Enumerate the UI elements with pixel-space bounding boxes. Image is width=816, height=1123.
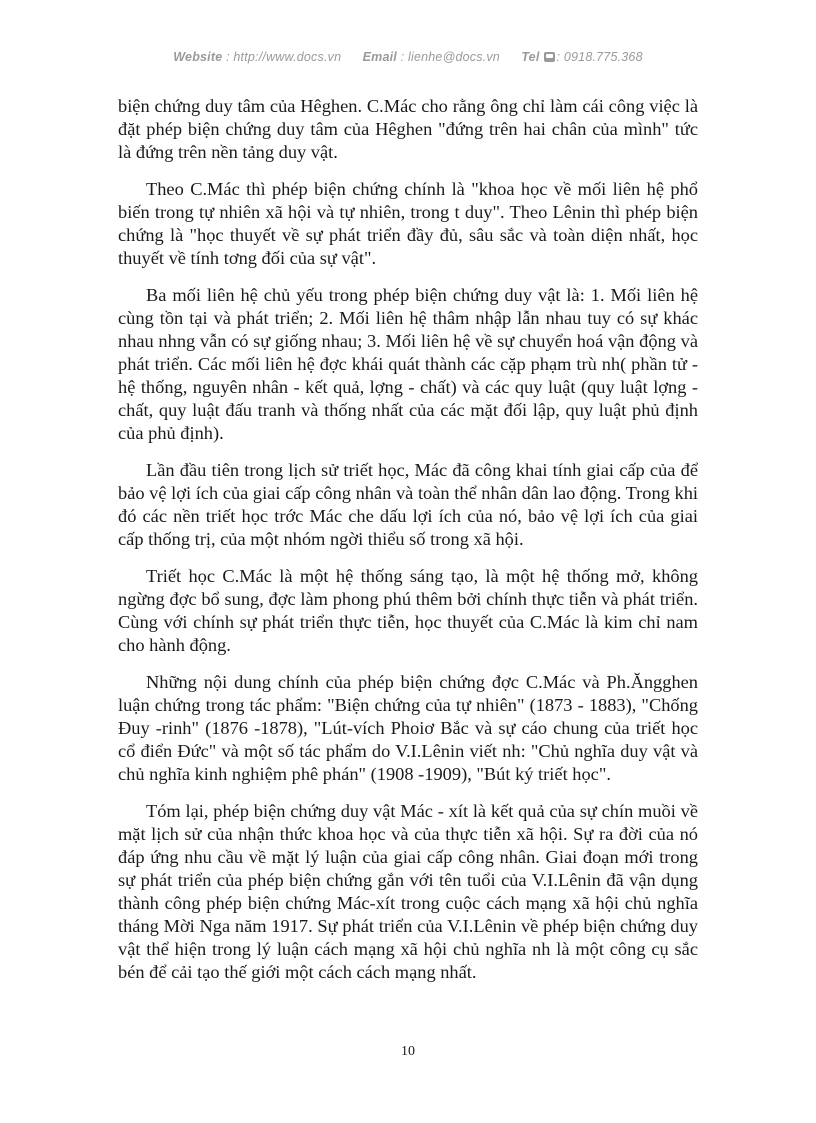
paragraph: Ba mối liên hệ chủ yếu trong phép biện chứng duy vật là: 1. Mối liên hệ cùng tồn tại và phát triển; 2. Mối liên hệ thâm nhập lẫn nhau tuy có sự khác nhau nhng vẫn có sự giống nhau; 3. Mối liên hệ về sự chuyển hoá vận động và phát triển. Các mối liên hệ đợc khái quát thành các cặp phạm trù nh( phần tử - hệ thống, nguyên nhân - kết quả, lợng - chất) và các quy luật (quy luật lợng - chất, quy luật đấu tranh và thống nhất của các mặt đối lập, quy luật phủ định của phủ định). [118, 285, 698, 443]
email-label: Email [362, 50, 397, 64]
paragraph: Những nội dung chính của phép biện chứng đợc C.Mác và Ph.Ăngghen luận chứng trong tác phẩm: "Biện chứng của tự nhiên" (1873 - 1883), "Chống Đuy -rinh" (1876 -1878), "Lút-vích Phoiơ Bắc và sự cáo chung của triết học cổ điển Đức" và một số tác phẩm do V.I.Lênin viết nh: "Chủ nghĩa duy vật và chủ nghĩa kinh nghiệm phê phán" (1908 -1909), "Bút ký triết học". [118, 672, 698, 784]
email-address[interactable]: : lienhe@docs.vn [400, 50, 500, 64]
document-body [118, 95, 698, 998]
page-header [0, 50, 816, 64]
website-label: Website [173, 50, 223, 64]
page-number: 10 [401, 1044, 415, 1059]
phone-icon [544, 52, 555, 62]
paragraph: Lần đầu tiên trong lịch sử triết học, Mác đã công khai tính giai cấp của để bảo vệ lợi ích của giai cấp công nhân và toàn thể nhân dân lao động. Trong khi đó các nền triết học trớc Mác che dấu lợi ích của nó, bảo vệ lợi ích của giai cấp thống trị, của một nhóm ngời thiểu số trong xã hội. [118, 460, 698, 549]
paragraph-continuation: biện chứng duy tâm của Hêghen. C.Mác cho rằng ông chỉ làm cái công việc là đặt phép biện chứng duy tâm của Hêghen "đứng trên hai chân của mình" tức là đứng trên nền tảng duy vật. [118, 96, 698, 162]
paragraph: Triết học C.Mác là một hệ thống sáng tạo, là một hệ thống mở, không ngừng đợc bổ sung, đợc làm phong phú thêm bởi chính thực tiễn và phát triển. Cùng với chính sự phát triển thực tiễn, học thuyết của C.Mác là kim chỉ nam cho hành động. [118, 566, 698, 655]
paragraph: Theo C.Mác thì phép biện chứng chính là "khoa học về mối liên hệ phổ biến trong tự nhiên xã hội và tự nhiên, trong t duy". Theo Lênin thì phép biện chứng là "học thuyết về sự phát triển đầy đủ, sâu sắc và toàn diện nhất, học thuyết về tính tơng đối của sự vật". [118, 179, 698, 268]
tel-label: Tel [521, 50, 540, 64]
tel-number: : 0918.775.368 [556, 50, 643, 64]
website-url[interactable]: : http://www.docs.vn [226, 50, 342, 64]
paragraph: Tóm lại, phép biện chứng duy vật Mác - xít là kết quả của sự chín muồi về mặt lịch sử của nhận thức khoa học và của thực tiễn xã hội. Sự ra đời của nó đáp ứng nhu cầu về mặt lý luận của giai cấp công nhân. Giai đoạn mới trong sự phát triển của phép biện chứng gắn với tên tuổi của V.I.Lênin đã vận dụng thành công phép biện chứng Mác-xít trong cuộc cách mạng xã hội chủ nghĩa tháng Mời Nga năm 1917. Sự phát triển của V.I.Lênin về phép biện chứng duy vật thể hiện trong lý luận cách mạng xã hội chủ nghĩa nh là một công cụ sắc bén để cải tạo thế giới một cách cách mạng nhất. [118, 801, 698, 982]
